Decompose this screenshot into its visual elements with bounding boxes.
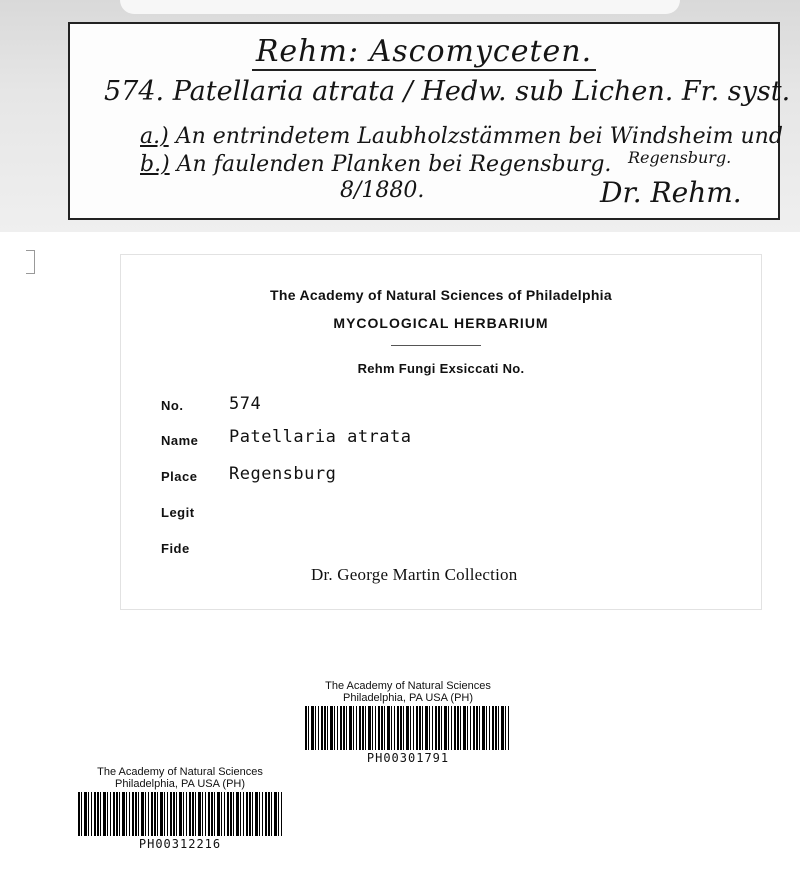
barcode-2-bars bbox=[78, 792, 282, 836]
sheet-highlight bbox=[120, 0, 680, 14]
handwritten-title: Rehm: Ascomyceten. bbox=[70, 34, 778, 69]
locality-a-text: An entrindetem Laubholzstämmen bei Windsheim und bbox=[175, 124, 783, 149]
field-label-name: Name bbox=[161, 433, 199, 448]
barcode-label-2 bbox=[60, 766, 300, 862]
locality-b-text: An faulenden Planken bei Regensburg. bbox=[176, 152, 612, 177]
department-name: MYCOLOGICAL HERBARIUM bbox=[333, 315, 549, 331]
handwritten-label bbox=[68, 22, 791, 220]
series-title: Rehm Fungi Exsiccati No. bbox=[357, 361, 525, 376]
handwritten-locality-a bbox=[140, 124, 783, 149]
barcode-1-bars bbox=[305, 706, 511, 750]
field-value-no: 574 bbox=[229, 394, 262, 414]
handwritten-locality-note: Regensburg. bbox=[628, 148, 732, 167]
barcode-label-1 bbox=[270, 680, 546, 776]
field-label-place: Place bbox=[161, 469, 198, 484]
barcode-1-institution: The Academy of Natural Sciences bbox=[325, 680, 491, 692]
divider bbox=[391, 345, 481, 346]
field-label-legit: Legit bbox=[161, 505, 195, 520]
sheet-edge-mark bbox=[26, 250, 35, 274]
institution-name: The Academy of Natural Sciences of Philadelphia bbox=[270, 287, 612, 303]
collection-name: Dr. George Martin Collection bbox=[311, 565, 518, 584]
barcode-2-number: PH00312216 bbox=[138, 837, 222, 851]
barcode-2-institution: The Academy of Natural Sciences bbox=[97, 766, 263, 778]
field-value-place: Regensburg bbox=[229, 464, 337, 484]
handwritten-species-line: 574. Patellaria atrata / Hedw. sub Lichen. Fr. syst. bbox=[104, 76, 791, 107]
barcode-1-location: Philadelphia, PA USA (PH) bbox=[342, 692, 474, 704]
herbarium-label bbox=[120, 254, 762, 610]
field-value-name: Patellaria atrata bbox=[229, 427, 412, 447]
barcode-1-number: PH00301791 bbox=[366, 751, 450, 765]
barcode-2-location: Philadelphia, PA USA (PH) bbox=[114, 778, 246, 790]
field-label-fide: Fide bbox=[161, 541, 190, 556]
handwritten-date: 8/1880. bbox=[340, 178, 425, 203]
field-label-no: No. bbox=[161, 398, 184, 413]
locality-b-marker: b.) bbox=[140, 152, 170, 177]
handwritten-locality-b bbox=[140, 152, 611, 177]
locality-a-marker: a.) bbox=[140, 124, 169, 149]
handwritten-signature: Dr. Rehm. bbox=[600, 176, 742, 209]
